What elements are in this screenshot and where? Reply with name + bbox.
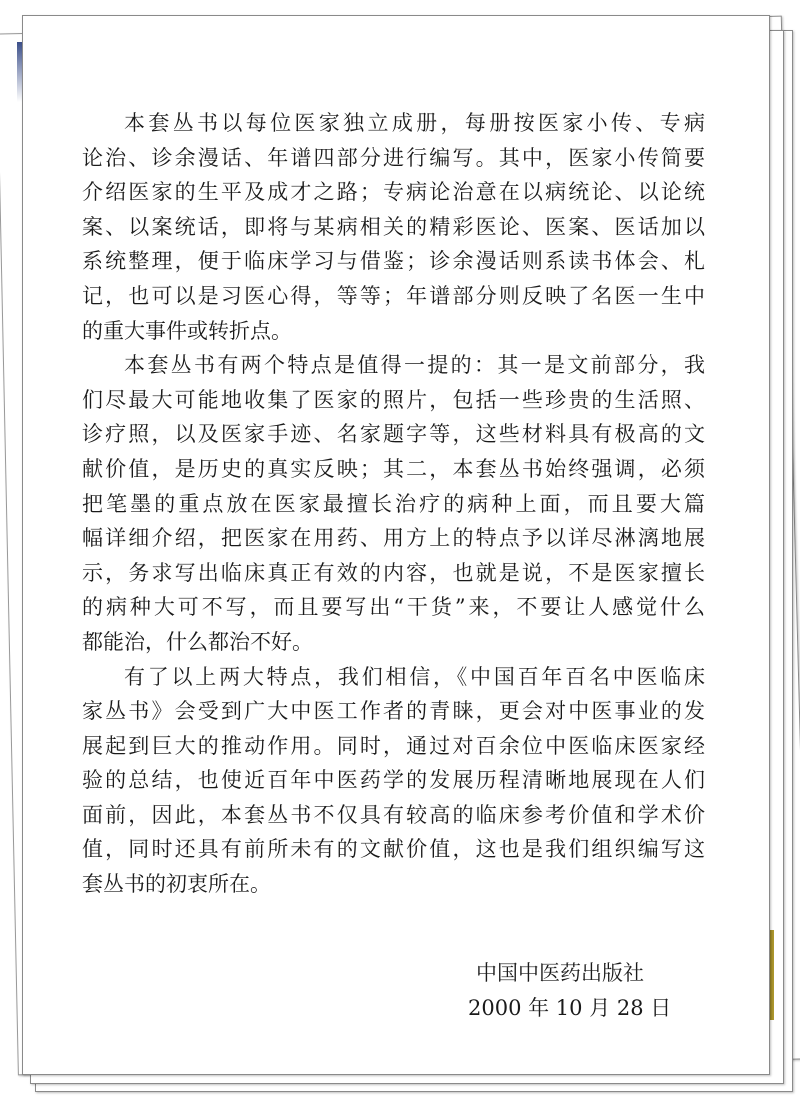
paragraph-line: 幅详细介绍，把医家在用药、用方上的特点予以详尽淋漓地展 [82, 526, 705, 551]
paragraph-line: 记，也可以是习医心得，等等；年谱部分则反映了名医一生中 [82, 283, 705, 308]
paragraph-line: 都能治，什么都治不好。 [82, 629, 313, 654]
paragraph-line: 们尽最大可能地收集了医家的照片，包括一些珍贵的生活照、 [82, 387, 705, 412]
paragraph-line: 介绍医家的生平及成才之路；专病论治意在以病统论、以论统 [82, 180, 705, 205]
publisher-name: 中国中医药出版社 [476, 961, 644, 985]
paragraph-line: 论治、诊余漫话、年谱四部分进行编写。其中，医家小传简要 [82, 145, 705, 170]
paragraph-line: 展起到巨大的推动作用。同时，通过对百余位中医临床医家经 [82, 733, 705, 758]
paragraph-line: 示，务求写出临床真正有效的内容，也就是说，不是医家擅长 [82, 560, 705, 585]
paragraph-line: 献价值，是历史的真实反映；其二，本套丛书始终强调，必须 [82, 456, 705, 481]
paragraph-line: 的病种大可不写，而且要写出“干货”来，不要让人感觉什么 [82, 595, 705, 620]
paragraph-line: 值，同时还具有前所未有的文献价值，这也是我们组织编写这 [82, 837, 705, 862]
paragraph-line: 有了以上两大特点，我们相信，《中国百年百名中医临床 [124, 664, 705, 689]
paragraph-line: 案、以案统话，即将与某病相关的精彩医论、医案、医话加以 [82, 214, 705, 239]
paragraph-line: 面前，因此，本套丛书不仅具有较高的临床参考价值和学术价 [82, 802, 705, 827]
paragraph-line: 的重大事件或转折点。 [82, 318, 292, 343]
paragraph-line: 套丛书的初衷所在。 [82, 872, 271, 897]
paragraph-line: 诊疗照，以及医家手迹、名家题字等，这些材料具有极高的文 [82, 422, 705, 447]
paragraph-line: 系统整理，便于临床学习与借鉴；诊余漫话则系读书体会、札 [82, 249, 705, 274]
publication-date: 2000 年 10 月 28 日 [468, 996, 672, 1020]
paragraph-line: 把笔墨的重点放在医家最擅长治疗的病种上面，而且要大篇 [82, 491, 705, 516]
paragraph-line: 家丛书》会受到广大中医工作者的青睐，更会对中医事业的发 [82, 699, 705, 724]
paragraph-line: 本套丛书有两个特点是值得一提的：其一是文前部分，我 [124, 353, 705, 378]
paragraph-line: 验的总结，也使近百年中医药学的发展历程清晰地展现在人们 [82, 768, 705, 793]
document-body [82, 106, 705, 902]
paragraph-line: 本套丛书以每位医家独立成册，每册按医家小传、专病 [124, 111, 705, 135]
